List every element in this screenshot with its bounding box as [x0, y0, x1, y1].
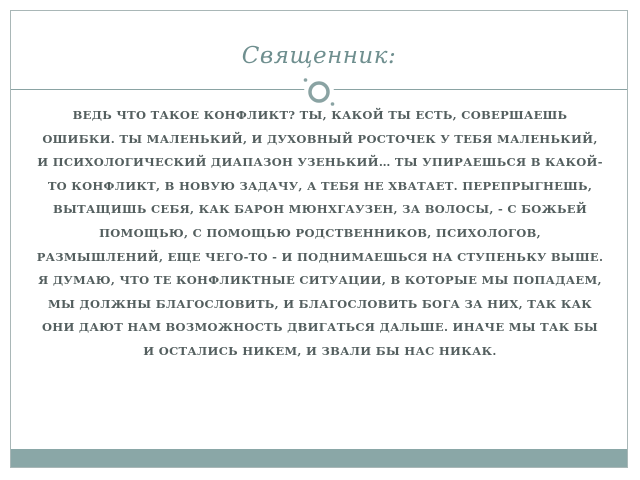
paragraph: ВЕДЬ ЧТО ТАКОЕ КОНФЛИКТ? ТЫ, КАКОЙ ТЫ ЕСТЬ, СОВЕРШАЕШЬ ОШИБКИ. ТЫ МАЛЕНЬКИЙ, И ДУХОВНЫЙ РОСТОЧЕК У ТЕБЯ МАЛЕНЬКИЙ, И ПСИХОЛОГИЧЕСКИЙ ДИАПАЗОН УЗЕНЬКИЙ… ТЫ УПИРАЕШЬСЯ В КАКОЙ-ТО КОНФЛИКТ, В НОВУЮ ЗАДАЧУ, А ТЕБЯ НЕ ХВАТАЕТ. ПЕРЕПРЫГНЕШЬ, ВЫТАЩИШЬ СЕБЯ, КАК БАРОН МЮНХГАУЗЕН, ЗА ВОЛОСЫ, - С БОЖЬЕЙ ПОМОЩЬЮ, С ПОМОЩЬЮ РОДСТВЕННИКОВ, ПСИХОЛОГОВ, РАЗМЫШЛЕНИЙ, ЕЩЕ ЧЕГО-ТО - И ПОДНИМАЕШЬСЯ НА СТУПЕНЬКУ ВЫШЕ.: [36, 108, 604, 264]
footer-bar: [11, 449, 627, 467]
paragraph: Я ДУМАЮ, ЧТО ТЕ КОНФЛИКТНЫЕ СИТУАЦИИ, В КОТОРЫЕ МЫ ПОПАДАЕМ, МЫ ДОЛЖНЫ БЛАГОСЛОВИТЬ, И БЛАГОСЛОВИТЬ БОГА ЗА НИХ, ТАК КАК ОНИ ДАЮТ НАМ ВОЗМОЖНОСТЬ ДВИГАТЬСЯ ДАЛЬШЕ. ИНАЧЕ МЫ ТАК БЫ И ОСТАЛИСЬ НИКЕМ, И ЗВАЛИ БЫ НАС НИКАК.: [38, 273, 602, 358]
slide-title: Священник:: [241, 43, 397, 69]
slide-body: [36, 104, 604, 364]
